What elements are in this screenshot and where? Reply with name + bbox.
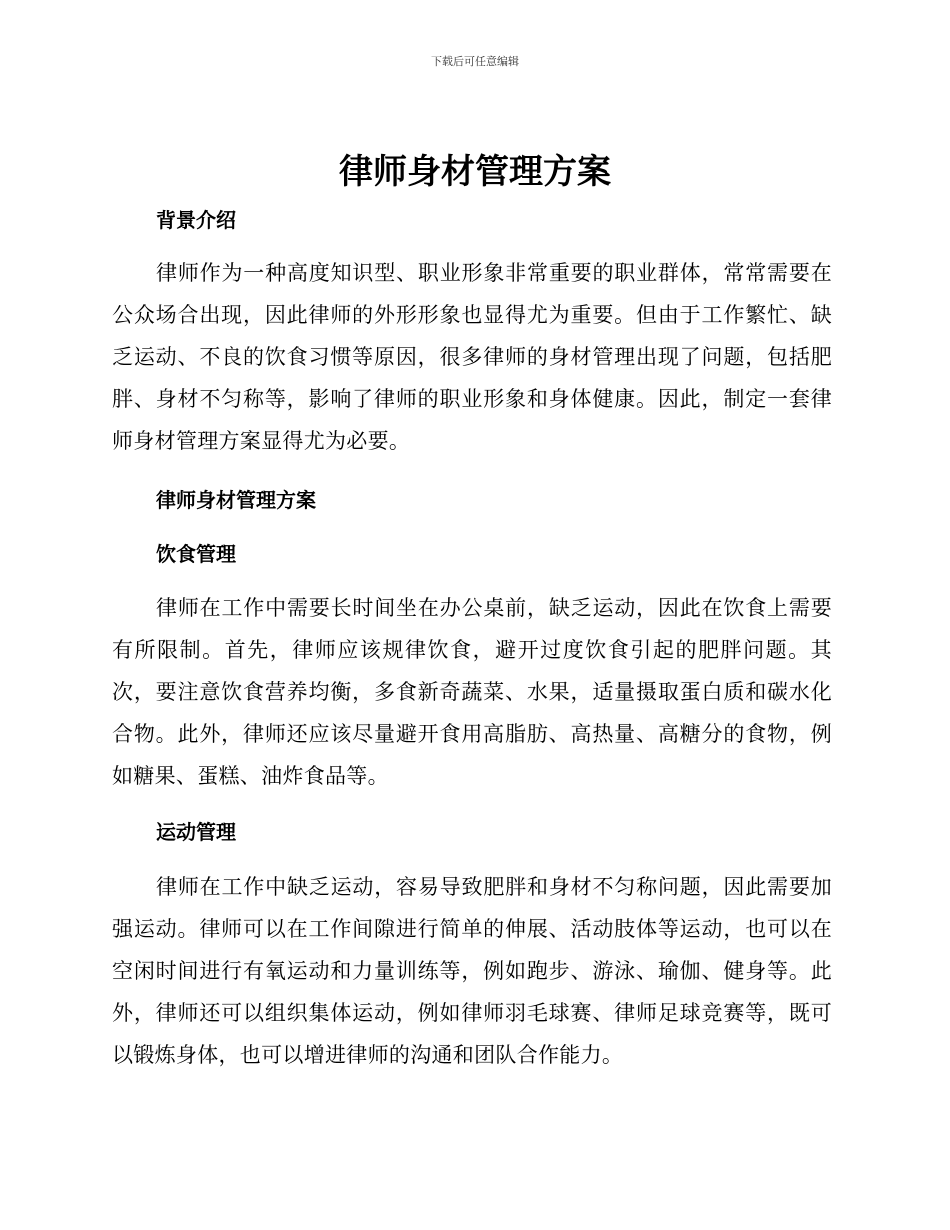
section-heading-exercise: 运动管理 (156, 820, 236, 844)
paragraph-exercise: 律师在工作中缺乏运动，容易导致肥胖和身材不匀称问题，因此需要加强运动。律师可以在工作间隙进行简单的伸展、活动肢体等运动，也可以在空闲时间进行有氧运动和力量训练等，例如跑步、游泳、瑜伽、健身等。此外，律师还可以组织集体运动，例如律师羽毛球赛、律师足球竞赛等，既可以锻炼身体，也可以增进律师的沟通和团队合作能力。 (112, 875, 832, 1067)
paragraph-background: 律师作为一种高度知识型、职业形象非常重要的职业群体，常常需要在公众场合出现，因此律师的外形形象也显得尤为重要。但由于工作繁忙、缺乏运动、不良的饮食习惯等原因，很多律师的身材管理出现了问题，包括肥胖、身材不匀称等，影响了律师的职业形象和身体健康。因此，制定一套律师身材管理方案显得尤为必要。 (112, 261, 832, 453)
section-heading-plan: 律师身材管理方案 (156, 488, 316, 512)
section-heading-background: 背景介绍 (156, 208, 236, 232)
paragraph-diet: 律师在工作中需要长时间坐在办公桌前，缺乏运动，因此在饮食上需要有所限制。首先，律师应该规律饮食，避开过度饮食引起的肥胖问题。其次，要注意饮食营养均衡，多食新奇蔬菜、水果，适量摄取蛋白质和碳水化合物。此外，律师还应该尽量避开食用高脂肪、高热量、高糖分的食物，例如糖果、蛋糕、油炸食品等。 (112, 596, 832, 788)
section-heading-diet: 饮食管理 (156, 542, 236, 566)
document-title: 律师身材管理方案 (339, 152, 611, 192)
page-header: 下载后可任意编辑 (431, 55, 519, 68)
